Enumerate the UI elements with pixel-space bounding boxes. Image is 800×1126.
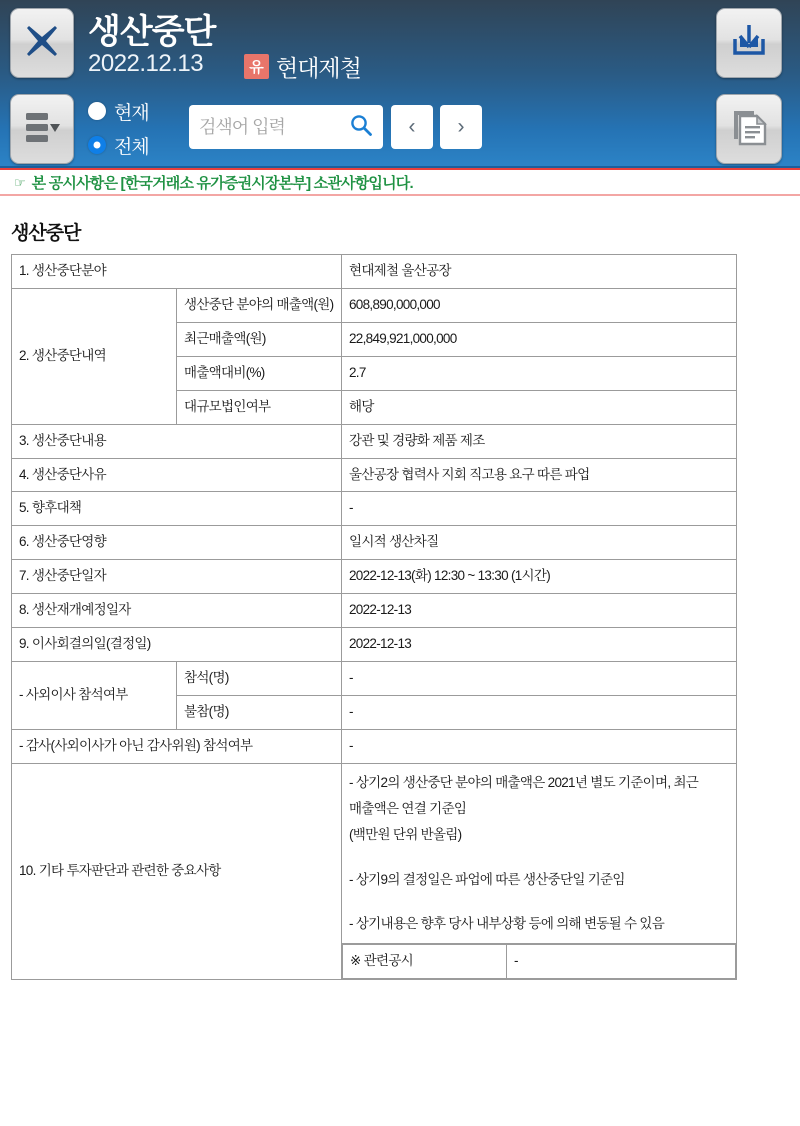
- company-info: [244, 50, 361, 83]
- table-row: [12, 526, 737, 560]
- table-row: [12, 255, 737, 289]
- row-value: 울산공장 협력사 지회 직고용 요구 따른 파업: [342, 458, 737, 492]
- row-value: 강관 및 경량화 제품 제조: [342, 424, 737, 458]
- row-value: 2022-12-13(화) 12:30 ~ 13:30 (1시간): [342, 560, 737, 594]
- document-area: [0, 196, 800, 980]
- table-row: [12, 729, 737, 763]
- document-title: 생산중단: [11, 223, 81, 244]
- row-label: ※ 관련공시: [343, 945, 507, 979]
- list-menu-icon: [21, 108, 63, 151]
- row-value: -: [507, 945, 736, 979]
- table-row: [12, 458, 737, 492]
- table-row: [12, 662, 737, 696]
- row-value: 608,890,000,000: [342, 288, 737, 322]
- company-name: 현대제철: [276, 55, 361, 81]
- notice-bar: [0, 168, 800, 196]
- app-header: [0, 0, 800, 168]
- table-row: [12, 492, 737, 526]
- table-row: [12, 560, 737, 594]
- row-value: 2022-12-13: [342, 628, 737, 662]
- row-value: 2022-12-13: [342, 594, 737, 628]
- row-label: 8. 생산재개예정일자: [12, 594, 342, 628]
- row-label: 4. 생산중단사유: [12, 458, 342, 492]
- related-disclosure-cell: [342, 944, 737, 980]
- table-row: [12, 628, 737, 662]
- table-row: [12, 763, 737, 944]
- row-value: 2.7: [342, 356, 737, 390]
- row-sublabel: 생산중단 분야의 매출액(원): [177, 288, 342, 322]
- row-sublabel: 최근매출액(원): [177, 322, 342, 356]
- notice-text: 본 공시사항은 [한국거래소 유가증권시장본부] 소관사항입니다.: [31, 174, 413, 192]
- row-sublabel: 불참(명): [177, 695, 342, 729]
- row-label: 1. 생산중단분야: [12, 255, 342, 289]
- pointing-hand-icon: ☞: [14, 174, 26, 190]
- row-sublabel: 참석(명): [177, 662, 342, 696]
- market-badge: 유: [244, 54, 269, 79]
- documents-copy-icon: [727, 105, 771, 154]
- scope-radio-group: [88, 94, 178, 162]
- note-line-3: - 상기9의 결정일은 파업에 따른 생산중단일 기준임: [349, 871, 625, 887]
- radio-dot-current[interactable]: [88, 102, 106, 120]
- next-button[interactable]: ›: [440, 105, 482, 149]
- radio-label-all: 전체: [114, 136, 149, 158]
- row-value: -: [342, 662, 737, 696]
- row-label: - 감사(사외이사가 아닌 감사위원) 참석여부: [12, 729, 342, 763]
- row-label: 6. 생산중단영향: [12, 526, 342, 560]
- note-line-2: (백만원 단위 반올림): [349, 827, 462, 843]
- close-x-icon: [21, 20, 63, 67]
- row-value: 현대제철 울산공장: [342, 255, 737, 289]
- note-spacer: [349, 849, 729, 867]
- row-value: 일시적 생산차질: [342, 526, 737, 560]
- table-row: [12, 424, 737, 458]
- search-icon[interactable]: [349, 113, 373, 142]
- prev-button[interactable]: ‹: [391, 105, 433, 149]
- row-value: 22,849,921,000,000: [342, 322, 737, 356]
- note-spacer: [349, 893, 729, 911]
- table-row: [343, 945, 736, 979]
- radio-option-current[interactable]: [88, 94, 178, 128]
- radio-dot-all[interactable]: [88, 136, 106, 154]
- list-menu-button[interactable]: [10, 94, 74, 164]
- row-sublabel: 매출액대비(%): [177, 356, 342, 390]
- row-label: 5. 향후대책: [12, 492, 342, 526]
- radio-option-all[interactable]: [88, 128, 178, 162]
- note-line-1: - 상기2의 생산중단 분야의 매출액은 2021년 별도 기준이며, 최근 매출액은 연결 기준임: [349, 774, 699, 817]
- download-icon: [727, 19, 771, 68]
- row-label: 9. 이사회결의일(결정일): [12, 628, 342, 662]
- row-notes: [342, 763, 737, 944]
- row-label: 10. 기타 투자판단과 관련한 중요사항: [12, 763, 342, 979]
- download-button[interactable]: [716, 8, 782, 78]
- note-line-4: - 상기내용은 향후 당사 내부상황 등에 의해 변동될 수 있음: [349, 916, 665, 932]
- table-row: [12, 594, 737, 628]
- page-title: 생산중단: [88, 13, 216, 51]
- row-label: 7. 생산중단일자: [12, 560, 342, 594]
- row-value: -: [342, 729, 737, 763]
- row-value: 해당: [342, 390, 737, 424]
- search-box[interactable]: [189, 105, 383, 149]
- documents-button[interactable]: [716, 94, 782, 164]
- row-label: 3. 생산중단내용: [12, 424, 342, 458]
- row-value: -: [342, 695, 737, 729]
- row-label: - 사외이사 참석여부: [12, 662, 177, 730]
- table-row: [12, 288, 737, 322]
- row-sublabel: 대규모법인여부: [177, 390, 342, 424]
- disclosure-table: [11, 254, 737, 980]
- disclosure-date: 2022.12.13: [88, 50, 204, 77]
- row-value: -: [342, 492, 737, 526]
- close-button[interactable]: [10, 8, 74, 78]
- row-label: 2. 생산중단내역: [12, 288, 177, 424]
- search-input[interactable]: [199, 117, 349, 138]
- radio-label-current: 현재: [114, 102, 149, 124]
- related-disclosure-table: [342, 944, 736, 979]
